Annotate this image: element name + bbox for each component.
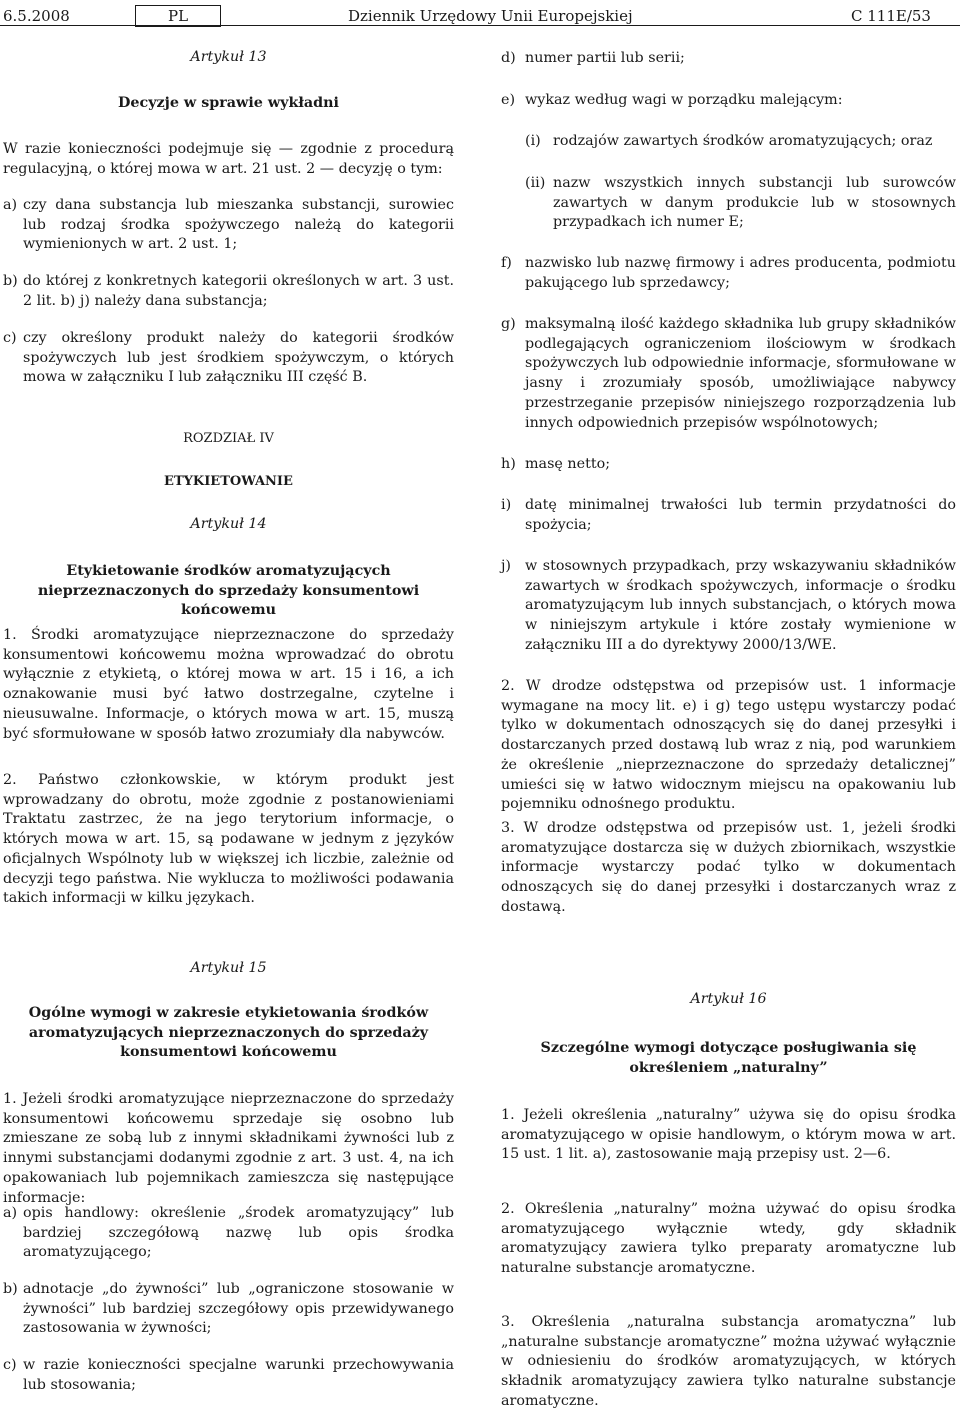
item-text: w razie konieczności specjalne warunki przechowywania lub stosowania; [23, 1357, 454, 1393]
item-label: (ii) [525, 175, 546, 191]
article-15-title: Artykuł 15 [190, 960, 267, 976]
item-text: do której z konkretnych kategorii określonych w art. 3 ust. 2 lit. b) j) należy dana substancja; [23, 273, 454, 309]
article-13-heading: Decyzje w sprawie wykładni [118, 95, 339, 111]
item-label: d) [501, 50, 516, 66]
article-16-paragraph-3: 3. Określenia „naturalna substancja aromatyczna” lub „naturalne substancje aromatyczne” można używać wyłącznie w odniesieniu do środków aromatyzujących, w których składnik aromatyzujący zawiera tylko naturalne substancje aromatyczne. [501, 1314, 956, 1409]
article-16-paragraph-1: 1. Jeżeli określenia „naturalny” używa się do opisu środka aromatyzującego w opisie handlowym, o którym mowa w art. 15 ust. 1 lit. a), zastosowanie mają przepisy ust. 2—6. [501, 1107, 956, 1163]
item-label: c) [3, 330, 17, 346]
item-label: f) [501, 255, 512, 271]
article-16-paragraph-2: 2. Określenia „naturalny” można używać do opisu środka aromatyzującego wyłącznie wtedy, gdy składnik aromatyzujący zawiera tylko preparaty aromatyczne lub naturalne substancje aromatyczne. [501, 1201, 956, 1277]
article-16-title: Artykuł 16 [690, 991, 767, 1007]
header-language-box: PL [135, 5, 221, 27]
item-text: w stosownych przypadkach, przy wskazywaniu składników zawartych w środkach spożywczych, informacje o środku aromatyzującym lub innych substancjach, o których mowa w niniejszym artykule i które zostały wymienione w załączniku III a do dyrektywy 2000/13/WE. [525, 558, 956, 653]
article-13-title: Artykuł 13 [190, 49, 267, 65]
header-journal-title: Dziennik Urzędowy Unii Europejskiej [348, 7, 633, 25]
item-text: rodzajów zawartych środków aromatyzujących; oraz [553, 133, 933, 149]
item-label: c) [3, 1357, 17, 1373]
item-label: j) [501, 558, 512, 574]
item-label: b) [3, 273, 18, 289]
item-label: h) [501, 456, 516, 472]
item-text: nazw wszystkich innych substancji lub surowców zawartych w danym produkcie lub w stosownych przypadkach ich numer E; [553, 175, 956, 231]
item-label: a) [3, 197, 18, 213]
item-label: b) [3, 1281, 18, 1297]
article-16-heading: Szczególne wymogi dotyczące posługiwania się określeniem „naturalny” [540, 1040, 917, 1076]
item-text: opis handlowy: określenie „środek aromatyzujący” lub bardziej szczegółową nazwę lub opis środka aromatyzującego; [23, 1205, 454, 1261]
item-text: maksymalną ilość każdego składnika lub grupy składników podlegających ograniczeniom ilościowym w środkach spożywczych lub odpowiednie informacje, sformułowane w jasny i zrozumiały sposób, umożliwiające nabywcy przestrzeganie przepisów niniejszego rozporządzenia lub innych odpowiednich przepisów wspólnotowych; [525, 316, 956, 431]
article-15-paragraph-2: 2. W drodze odstępstwa od przepisów ust. 1 informacje wymagane na mocy lit. e) i g) tego ustępu wystarczy podać tylko w dokumentach odnoszących się do danej przesyłki i dostarczanych przed dostawą lub wraz z nią, pod warunkiem że określenie „nieprzeznaczone do sprzedaży detalicznej” umieści się w łatwo widocznym miejscu na opakowaniu lub pojemniku odnośnego produktu. [501, 678, 956, 813]
item-text: adnotacje „do żywności” lub „ograniczone stosowanie w żywności” lub bardziej szczegółowy opis przewidywanego zastosowania w żywności; [23, 1281, 454, 1337]
article-15-paragraph-3: 3. W drodze odstępstwa od przepisów ust. 1, jeżeli środki aromatyzujące dostarcza się w dużych zbiornikach, wszystkie informacje wystarczy podać tylko w dokumentach odnoszących się do danej przesyłki i dostarczanych wraz z dostawą. [501, 820, 956, 915]
item-label: e) [501, 92, 516, 108]
article-14-paragraph-1: 1. Środki aromatyzujące nieprzeznaczone do sprzedaży konsumentowi końcowemu można wprowadzać do obrotu wyłącznie z etykietą, o której mowa w art. 15 i 16, a ich oznakowanie musi być łatwo dostrzegalne, czytelne i nieusuwalne. Informacje, o których mowa w art. 15, muszą być sformułowane w sposób łatwo zrozumiały dla nabywców. [3, 627, 454, 742]
item-text: numer partii lub serii; [525, 50, 685, 66]
chapter-title: ETYKIETOWANIE [164, 474, 293, 489]
item-label: i) [501, 497, 512, 513]
item-label: (i) [525, 133, 541, 149]
item-text: masę netto; [525, 456, 611, 472]
item-text: czy dana substancja lub mieszanka substancji, surowiec lub rodzaj środka spożywczego należą do kategorii wymienionych w art. 2 ust. 1; [23, 197, 454, 253]
item-label: g) [501, 316, 516, 332]
article-13-intro: W razie konieczności podejmuje się — zgodnie z procedurą regulacyjną, o której mowa w art. 21 ust. 2 — decyzję o tym: [3, 141, 454, 177]
page-header [0, 0, 960, 26]
header-rule [0, 25, 960, 26]
item-text: wykaz według wagi w porządku malejącym: [525, 92, 843, 108]
article-14-title: Artykuł 14 [190, 516, 267, 532]
header-reference: C 111E/53 [851, 7, 931, 25]
item-text: czy określony produkt należy do kategorii środków spożywczych lub jest środkiem spożywczym, o których mowa w załączniku I lub załączniku III część B. [23, 330, 454, 386]
item-text: nazwisko lub nazwę firmowy i adres producenta, podmiotu pakującego lub sprzedawcy; [525, 255, 956, 291]
chapter-number: ROZDZIAŁ IV [183, 431, 274, 446]
item-label: a) [3, 1205, 18, 1221]
article-14-heading: Etykietowanie środków aromatyzujących nieprzeznaczonych do sprzedaży konsumentowi końcowemu [37, 563, 420, 619]
article-15-paragraph-1: 1. Jeżeli środki aromatyzujące nieprzeznaczone do sprzedaży konsumentowi końcowemu sprzedaje się osobno lub zmieszane ze sobą lub z innymi składnikami żywności lub z innymi substancjami dodanymi zgodnie z art. 3 ust. 4, na ich opakowaniach lub pojemnikach zamieszcza się następujące informacje: [3, 1091, 454, 1206]
item-text: datę minimalnej trwałości lub termin przydatności do spożycia; [525, 497, 956, 533]
article-14-paragraph-2: 2. Państwo członkowskie, w którym produkt jest wprowadzany do obrotu, może zgodnie z postanowieniami Traktatu zastrzec, że na jego terytorium informacje, o których mowa w art. 15, są podawane w jednym z języków oficjalnych Wspólnoty lub w większej ich liczbie, zależnie od decyzji tego państwa. Nie wyklucza to możliwości podawania takich informacji w kilku językach. [3, 772, 454, 907]
article-15-heading: Ogólne wymogi w zakresie etykietowania środków aromatyzujących nieprzeznaczonych do sprzedaży konsumentowi końcowemu [28, 1005, 429, 1061]
header-date: 6.5.2008 [3, 7, 70, 25]
